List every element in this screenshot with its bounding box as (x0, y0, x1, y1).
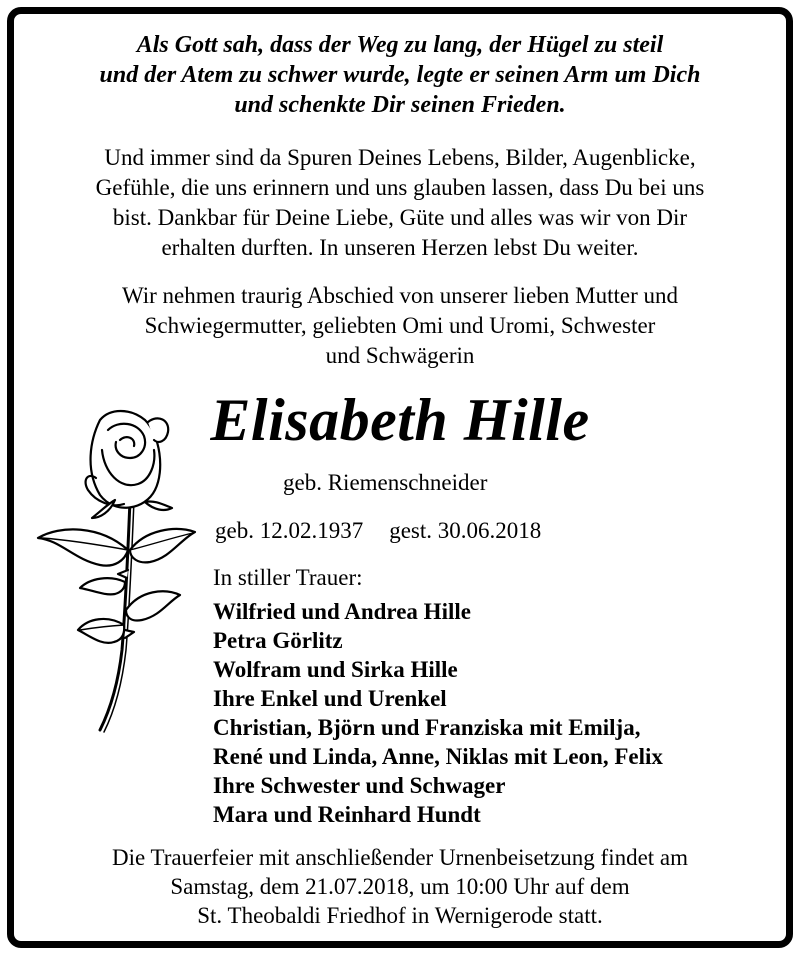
mourner-line: Petra Görlitz (213, 628, 343, 653)
death-date: gest. 30.06.2018 (389, 518, 542, 543)
motto-line: und der Atem zu schwer wurde, legte er seinen Arm um Dich (99, 62, 701, 88)
birth-date: geb. 12.02.1937 (215, 518, 364, 543)
motto-line: Als Gott sah, dass der Weg zu lang, der Hügel zu steil (136, 32, 664, 58)
paragraph-line: erhalten durften. In unseren Herzen lebst Du weiter. (161, 235, 639, 260)
motto-verse (0, 30, 800, 120)
mourners-list (213, 597, 663, 829)
footer-line: St. Theobaldi Friedhof in Wernigerode statt. (197, 903, 603, 928)
paragraph-line: Gefühle, die uns erinnern und uns glauben lassen, dass Du bei uns (95, 175, 705, 200)
mourner-line: Christian, Björn und Franziska mit Emilja, (213, 715, 641, 740)
mourner-line: René und Linda, Anne, Niklas mit Leon, Felix (213, 744, 663, 769)
mourner-line: Wilfried und Andrea Hille (213, 599, 471, 624)
motto-line: und schenkte Dir seinen Frieden. (234, 92, 566, 118)
funeral-info (0, 843, 800, 930)
mourner-line: Ihre Schwester und Schwager (213, 773, 506, 798)
farewell-paragraph (0, 281, 800, 371)
mourner-line: Ihre Enkel und Urenkel (213, 686, 447, 711)
mourner-line: Wolfram und Sirka Hille (213, 657, 458, 682)
paragraph-line: Und immer sind da Spuren Deines Lebens, Bilder, Augenblicke, (104, 145, 696, 170)
deceased-name: Elisabeth Hille (210, 387, 590, 453)
paragraph-line: bist. Dankbar für Deine Liebe, Güte und alles was wir von Dir (112, 205, 688, 230)
footer-line: Samstag, dem 21.07.2018, um 10:00 Uhr auf dem (170, 874, 630, 899)
rose-icon (30, 400, 210, 740)
mourner-line: Mara und Reinhard Hundt (213, 802, 481, 827)
footer-line: Die Trauerfeier mit anschließender Urnenbeisetzung findet am (111, 845, 689, 870)
paragraph-line: Schwiegermutter, geliebten Omi und Uromi, Schwester (144, 313, 656, 338)
maiden-name: geb. Riemenschneider (283, 470, 488, 495)
mourning-label: In stiller Trauer: (213, 565, 363, 590)
life-dates (215, 518, 541, 544)
remembrance-paragraph (0, 143, 800, 263)
paragraph-line: Wir nehmen traurig Abschied von unserer lieben Mutter und (121, 283, 679, 308)
paragraph-line: und Schwägerin (325, 343, 475, 368)
